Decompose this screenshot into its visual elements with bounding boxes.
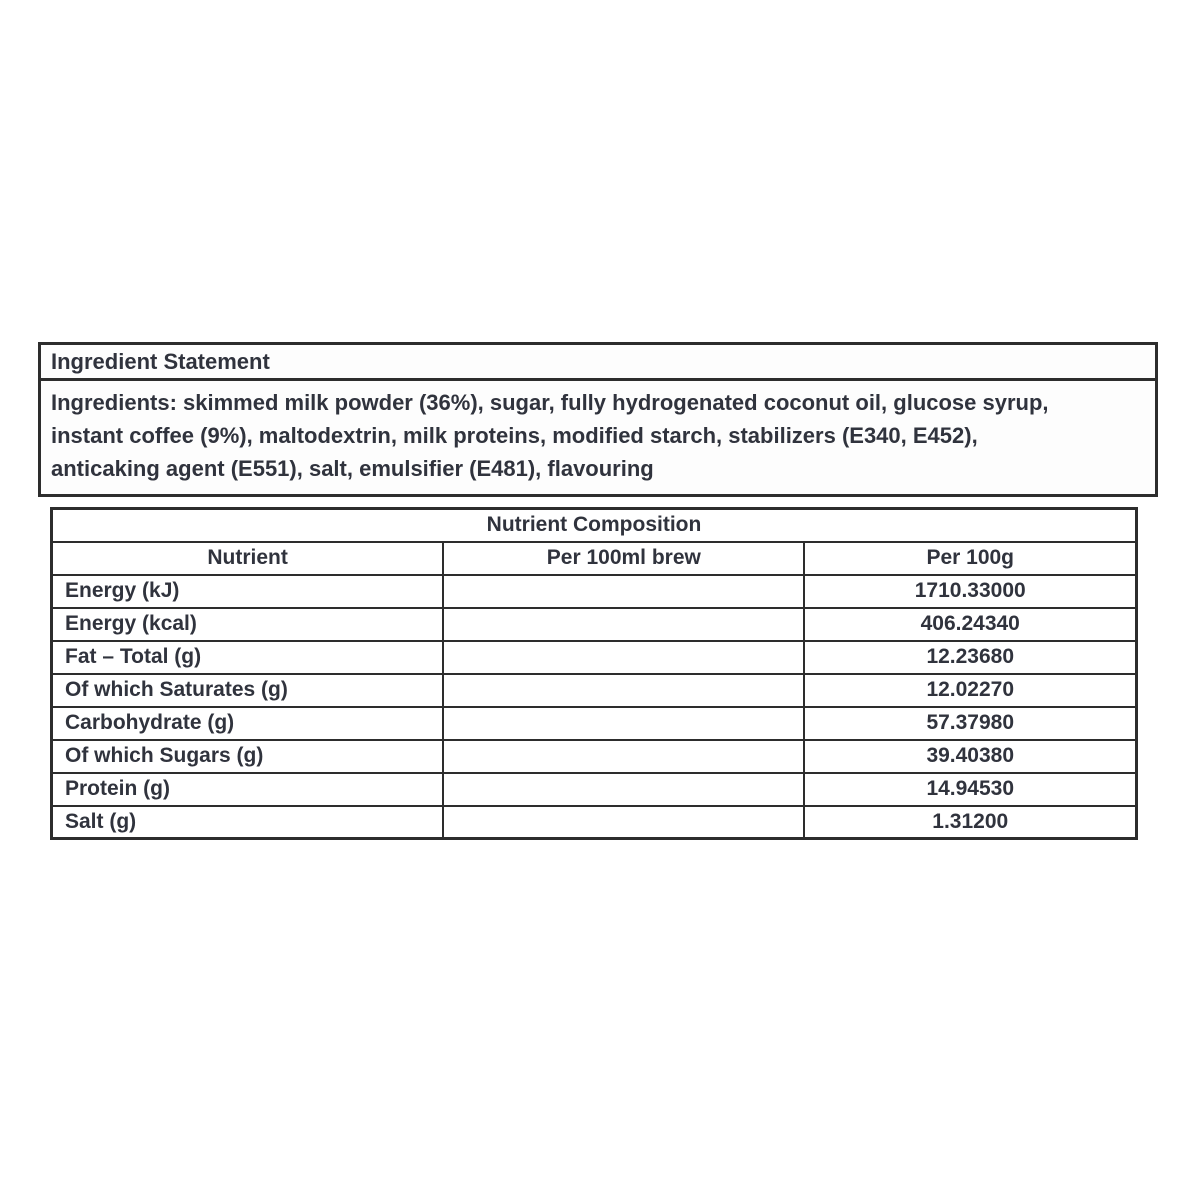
ingredient-statement-body xyxy=(41,381,1155,494)
ingredient-line: instant coffee (9%), maltodextrin, milk proteins, modified starch, stabilizers (E340, E452), xyxy=(51,423,978,448)
nutrient-label: Fat – Total (g) xyxy=(52,641,444,674)
table-header-row xyxy=(52,542,1137,575)
table-row xyxy=(52,806,1137,839)
per-100ml-brew-value xyxy=(443,674,804,707)
per-100ml-brew-value xyxy=(443,773,804,806)
nutrient-composition-table xyxy=(50,507,1138,840)
column-header-per-100g: Per 100g xyxy=(804,542,1136,575)
table-row xyxy=(52,608,1137,641)
per-100ml-brew-value xyxy=(443,575,804,608)
per-100ml-brew-value xyxy=(443,806,804,839)
nutrient-label: Of which Saturates (g) xyxy=(52,674,444,707)
per-100g-value: 406.24340 xyxy=(804,608,1136,641)
nutrient-label: Salt (g) xyxy=(52,806,444,839)
per-100ml-brew-value xyxy=(443,641,804,674)
ingredient-statement-title: Ingredient Statement xyxy=(41,345,1155,381)
per-100ml-brew-value xyxy=(443,608,804,641)
per-100g-value: 12.23680 xyxy=(804,641,1136,674)
per-100g-value: 1710.33000 xyxy=(804,575,1136,608)
table-title: Nutrient Composition xyxy=(52,509,1137,542)
per-100ml-brew-value xyxy=(443,707,804,740)
table-row xyxy=(52,575,1137,608)
column-header-per-100ml-brew: Per 100ml brew xyxy=(443,542,804,575)
per-100g-value: 39.40380 xyxy=(804,740,1136,773)
ingredient-line: Ingredients: skimmed milk powder (36%), sugar, fully hydrogenated coconut oil, glucose syrup, xyxy=(51,390,1049,415)
table-row xyxy=(52,641,1137,674)
table-row xyxy=(52,773,1137,806)
nutrient-label: Energy (kcal) xyxy=(52,608,444,641)
per-100g-value: 57.37980 xyxy=(804,707,1136,740)
nutrient-label: Carbohydrate (g) xyxy=(52,707,444,740)
column-header-nutrient: Nutrient xyxy=(52,542,444,575)
table-title-row xyxy=(52,509,1137,542)
ingredient-statement-box xyxy=(38,342,1158,497)
table-row xyxy=(52,740,1137,773)
per-100ml-brew-value xyxy=(443,740,804,773)
table-row xyxy=(52,707,1137,740)
table-row xyxy=(52,674,1137,707)
ingredient-line: anticaking agent (E551), salt, emulsifier (E481), flavouring xyxy=(51,456,654,481)
per-100g-value: 1.31200 xyxy=(804,806,1136,839)
nutrient-label: Of which Sugars (g) xyxy=(52,740,444,773)
nutrient-label: Protein (g) xyxy=(52,773,444,806)
per-100g-value: 14.94530 xyxy=(804,773,1136,806)
nutrient-label: Energy (kJ) xyxy=(52,575,444,608)
per-100g-value: 12.02270 xyxy=(804,674,1136,707)
